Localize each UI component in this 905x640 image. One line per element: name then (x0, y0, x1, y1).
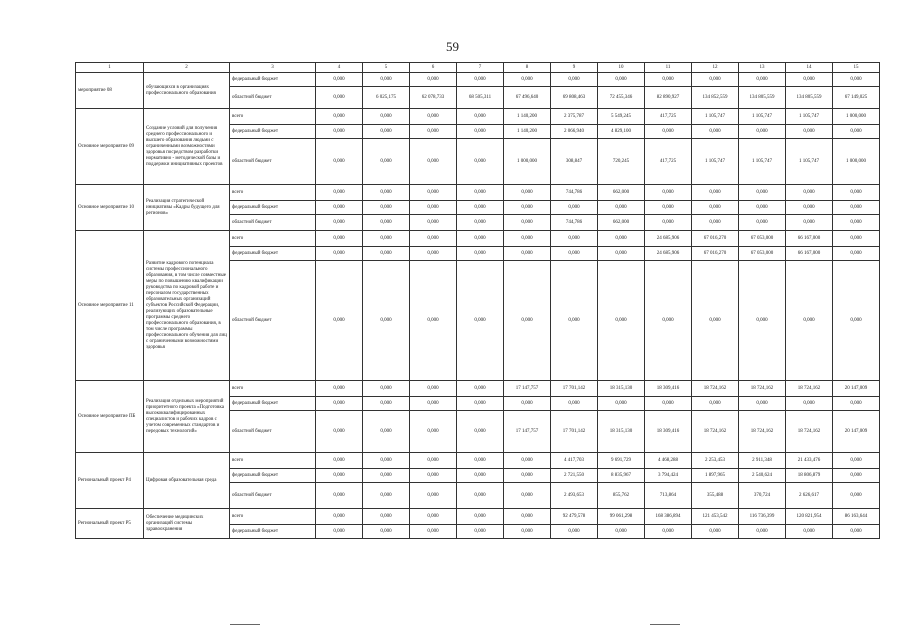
amount-cell: 0,000 (692, 215, 739, 231)
amount-cell: 2 493,653 (551, 483, 598, 509)
column-header: 12 (692, 63, 739, 73)
amount-cell: 2 721,550 (551, 469, 598, 483)
funding-source: всего (230, 185, 316, 201)
amount-cell: 308,847 (551, 139, 598, 185)
amount-cell: 0,000 (316, 397, 363, 411)
amount-cell: 0,000 (598, 231, 645, 247)
amount-cell: 18 315,130 (598, 411, 645, 453)
amount-cell: 0,000 (504, 215, 551, 231)
amount-cell: 0,000 (457, 73, 504, 87)
amount-cell: 1 105,747 (739, 109, 786, 125)
amount-cell: 0,000 (410, 509, 457, 525)
amount-cell: 1 140,200 (504, 109, 551, 125)
measure-name: Региональный проект Р5 (76, 509, 144, 539)
amount-cell: 2 375,787 (551, 109, 598, 125)
amount-cell: 92 479,578 (551, 509, 598, 525)
amount-cell: 0,000 (316, 139, 363, 185)
amount-cell: 4 468,288 (645, 453, 692, 469)
amount-cell: 0,000 (457, 483, 504, 509)
amount-cell: 1 105,747 (786, 109, 833, 125)
amount-cell: 1 140,200 (504, 125, 551, 139)
amount-cell: 0,000 (833, 201, 880, 215)
amount-cell: 0,000 (316, 247, 363, 261)
amount-cell: 0,000 (410, 397, 457, 411)
scan-mark (230, 624, 260, 625)
column-header: 3 (230, 63, 316, 73)
amount-cell: 0,000 (504, 261, 551, 381)
amount-cell: 0,000 (551, 231, 598, 247)
table-row (76, 185, 880, 201)
amount-cell: 0,000 (786, 525, 833, 539)
funding-source: областной бюджет (230, 483, 316, 509)
amount-cell: 0,000 (457, 397, 504, 411)
measure-description: обучающихся в организациях профессионального образования (144, 73, 230, 109)
amount-cell: 8 835,967 (598, 469, 645, 483)
amount-cell: 0,000 (457, 509, 504, 525)
funding-source: федеральный бюджет (230, 125, 316, 139)
amount-cell: 0,000 (316, 87, 363, 109)
table-row (76, 231, 880, 247)
amount-cell: 0,000 (551, 201, 598, 215)
amount-cell: 0,000 (410, 381, 457, 397)
amount-cell: 0,000 (363, 109, 410, 125)
measure-description: Обеспечение медицинских организаций системы здравоохранения (144, 509, 230, 539)
amount-cell: 0,000 (645, 261, 692, 381)
amount-cell: 0,000 (316, 125, 363, 139)
amount-cell: 0,000 (363, 215, 410, 231)
amount-cell: 0,000 (692, 525, 739, 539)
funding-source: областной бюджет (230, 261, 316, 381)
amount-cell: 2 540,624 (739, 469, 786, 483)
amount-cell: 744,786 (551, 215, 598, 231)
amount-cell: 0,000 (316, 525, 363, 539)
amount-cell: 4 829,100 (598, 125, 645, 139)
amount-cell: 0,000 (504, 185, 551, 201)
amount-cell: 0,000 (692, 201, 739, 215)
amount-cell: 0,000 (786, 215, 833, 231)
amount-cell: 18 806,879 (786, 469, 833, 483)
amount-cell: 417,725 (645, 109, 692, 125)
amount-cell: 713,864 (645, 483, 692, 509)
amount-cell: 0,000 (551, 247, 598, 261)
amount-cell: 0,000 (786, 185, 833, 201)
amount-cell: 0,000 (363, 483, 410, 509)
amount-cell: 0,000 (316, 483, 363, 509)
amount-cell: 0,000 (410, 261, 457, 381)
amount-cell: 0,000 (598, 247, 645, 261)
amount-cell: 2 626,617 (786, 483, 833, 509)
amount-cell: 0,000 (363, 125, 410, 139)
amount-cell: 0,000 (410, 109, 457, 125)
amount-cell: 0,000 (598, 261, 645, 381)
amount-cell: 0,000 (598, 525, 645, 539)
amount-cell: 18 724,162 (786, 411, 833, 453)
amount-cell: 0,000 (833, 247, 880, 261)
amount-cell: 0,000 (363, 139, 410, 185)
amount-cell: 0,000 (786, 125, 833, 139)
amount-cell: 0,000 (410, 139, 457, 185)
amount-cell: 0,000 (692, 73, 739, 87)
column-header: 2 (144, 63, 230, 73)
amount-cell: 0,000 (363, 397, 410, 411)
amount-cell: 0,000 (645, 201, 692, 215)
amount-cell: 0,000 (645, 73, 692, 87)
amount-cell: 0,000 (410, 201, 457, 215)
amount-cell: 0,000 (457, 381, 504, 397)
amount-cell: 66 167,000 (786, 247, 833, 261)
amount-cell: 66 167,000 (786, 231, 833, 247)
amount-cell: 0,000 (739, 185, 786, 201)
amount-cell: 0,000 (457, 525, 504, 539)
amount-cell: 1 000,000 (504, 139, 551, 185)
amount-cell: 67 149,025 (833, 87, 880, 109)
amount-cell: 0,000 (833, 125, 880, 139)
amount-cell: 0,000 (410, 483, 457, 509)
amount-cell: 99 061,298 (598, 509, 645, 525)
amount-cell: 18 309,416 (645, 411, 692, 453)
amount-cell: 17 147,757 (504, 381, 551, 397)
funding-source: областной бюджет (230, 87, 316, 109)
table-row (76, 509, 880, 525)
measure-name: Основное мероприятие 09 (76, 109, 144, 185)
amount-cell: 355,488 (692, 483, 739, 509)
amount-cell: 0,000 (645, 215, 692, 231)
amount-cell: 0,000 (551, 73, 598, 87)
amount-cell: 0,000 (457, 469, 504, 483)
amount-cell: 67 016,270 (692, 247, 739, 261)
amount-cell: 20 147,009 (833, 381, 880, 397)
amount-cell: 18 315,130 (598, 381, 645, 397)
amount-cell: 0,000 (739, 201, 786, 215)
amount-cell: 0,000 (410, 73, 457, 87)
column-header: 11 (645, 63, 692, 73)
amount-cell: 134 805,559 (739, 87, 786, 109)
amount-cell: 0,000 (363, 201, 410, 215)
amount-cell: 1 000,000 (833, 109, 880, 125)
amount-cell: 0,000 (645, 185, 692, 201)
amount-cell: 0,000 (645, 525, 692, 539)
amount-cell: 0,000 (457, 201, 504, 215)
amount-cell: 67 053,000 (739, 247, 786, 261)
measure-description: Реализация стратегической инициативы «Кадры будущего для регионов» (144, 185, 230, 231)
amount-cell: 17 701,142 (551, 411, 598, 453)
funding-source: всего (230, 453, 316, 469)
amount-cell: 0,000 (504, 483, 551, 509)
amount-cell: 0,000 (410, 215, 457, 231)
measure-name: Основное мероприятие ПБ (76, 381, 144, 453)
amount-cell: 0,000 (316, 381, 363, 397)
amount-cell: 0,000 (786, 397, 833, 411)
amount-cell: 0,000 (833, 397, 880, 411)
amount-cell: 0,000 (316, 201, 363, 215)
amount-cell: 0,000 (410, 525, 457, 539)
amount-cell: 2 911,348 (739, 453, 786, 469)
amount-cell: 168 386,894 (645, 509, 692, 525)
funding-source: всего (230, 509, 316, 525)
amount-cell: 1 105,747 (692, 109, 739, 125)
amount-cell: 2 253,453 (692, 453, 739, 469)
amount-cell: 0,000 (551, 261, 598, 381)
amount-cell: 0,000 (786, 73, 833, 87)
amount-cell: 0,000 (598, 201, 645, 215)
amount-cell: 0,000 (786, 201, 833, 215)
funding-source: федеральный бюджет (230, 247, 316, 261)
funding-source: федеральный бюджет (230, 397, 316, 411)
column-header: 8 (504, 63, 551, 73)
amount-cell: 0,000 (363, 247, 410, 261)
amount-cell: 0,000 (410, 247, 457, 261)
measure-name: Основное мероприятие 10 (76, 185, 144, 231)
amount-cell: 21 433,476 (786, 453, 833, 469)
amount-cell: 134 852,559 (692, 87, 739, 109)
measure-name: Региональный проект Р4 (76, 453, 144, 509)
amount-cell: 0,000 (833, 525, 880, 539)
amount-cell: 0,000 (692, 261, 739, 381)
amount-cell: 0,000 (316, 185, 363, 201)
amount-cell: 17 147,757 (504, 411, 551, 453)
amount-cell: 662,000 (598, 215, 645, 231)
amount-cell: 0,000 (786, 261, 833, 381)
measure-description: Цифровая образовательная среда (144, 453, 230, 509)
amount-cell: 0,000 (739, 261, 786, 381)
funding-source: всего (230, 231, 316, 247)
amount-cell: 68 505,311 (457, 87, 504, 109)
amount-cell: 0,000 (551, 525, 598, 539)
measure-name: Основное мероприятие 11 (76, 231, 144, 381)
amount-cell: 0,000 (739, 73, 786, 87)
page-number: 59 (446, 39, 459, 54)
amount-cell: 0,000 (457, 247, 504, 261)
amount-cell: 72 455,346 (598, 87, 645, 109)
amount-cell: 0,000 (833, 469, 880, 483)
column-header: 7 (457, 63, 504, 73)
amount-cell: 0,000 (363, 509, 410, 525)
amount-cell: 0,000 (316, 109, 363, 125)
amount-cell: 0,000 (645, 125, 692, 139)
amount-cell: 0,000 (504, 509, 551, 525)
amount-cell: 0,000 (504, 231, 551, 247)
amount-cell: 0,000 (316, 215, 363, 231)
column-header: 15 (833, 63, 880, 73)
column-header: 10 (598, 63, 645, 73)
amount-cell: 6 025,175 (363, 87, 410, 109)
amount-cell: 0,000 (363, 453, 410, 469)
amount-cell: 0,000 (457, 109, 504, 125)
amount-cell: 0,000 (363, 261, 410, 381)
scan-mark (650, 624, 680, 625)
amount-cell: 82 890,927 (645, 87, 692, 109)
column-header: 1 (76, 63, 144, 73)
amount-cell: 720,245 (598, 139, 645, 185)
table-row (76, 73, 880, 87)
amount-cell: 0,000 (457, 185, 504, 201)
amount-cell: 0,000 (457, 231, 504, 247)
amount-cell: 67 496,640 (504, 87, 551, 109)
column-header: 6 (410, 63, 457, 73)
amount-cell: 0,000 (833, 261, 880, 381)
amount-cell: 24 685,906 (645, 247, 692, 261)
amount-cell: 0,000 (457, 453, 504, 469)
amount-cell: 0,000 (316, 469, 363, 483)
funding-source: всего (230, 381, 316, 397)
table-row (76, 453, 880, 469)
amount-cell: 0,000 (551, 397, 598, 411)
amount-cell: 0,000 (363, 525, 410, 539)
amount-cell: 1 105,747 (786, 139, 833, 185)
amount-cell: 0,000 (457, 139, 504, 185)
amount-cell: 0,000 (504, 247, 551, 261)
amount-cell: 0,000 (363, 231, 410, 247)
amount-cell: 0,000 (833, 215, 880, 231)
column-header: 4 (316, 63, 363, 73)
amount-cell: 116 736,399 (739, 509, 786, 525)
amount-cell: 2 066,940 (551, 125, 598, 139)
funding-source: областной бюджет (230, 411, 316, 453)
amount-cell: 0,000 (833, 73, 880, 87)
amount-cell: 0,000 (504, 453, 551, 469)
amount-cell: 18 724,162 (739, 381, 786, 397)
amount-cell: 662,000 (598, 185, 645, 201)
measure-name: мероприятие 08 (76, 73, 144, 109)
amount-cell: 18 724,162 (739, 411, 786, 453)
funding-source: областной бюджет (230, 215, 316, 231)
amount-cell: 24 685,906 (645, 231, 692, 247)
amount-cell: 3 794,424 (645, 469, 692, 483)
amount-cell: 0,000 (598, 73, 645, 87)
amount-cell: 0,000 (833, 185, 880, 201)
amount-cell: 18 724,162 (786, 381, 833, 397)
funding-source: федеральный бюджет (230, 73, 316, 87)
amount-cell: 1 000,000 (833, 139, 880, 185)
amount-cell: 0,000 (410, 453, 457, 469)
amount-cell: 0,000 (363, 73, 410, 87)
amount-cell: 134 805,559 (786, 87, 833, 109)
amount-cell: 86 163,644 (833, 509, 880, 525)
funding-source: федеральный бюджет (230, 469, 316, 483)
amount-cell: 18 724,162 (692, 411, 739, 453)
amount-cell: 0,000 (833, 453, 880, 469)
amount-cell: 121 453,542 (692, 509, 739, 525)
amount-cell: 18 309,416 (645, 381, 692, 397)
table-row (76, 109, 880, 125)
funding-source: всего (230, 109, 316, 125)
amount-cell: 0,000 (504, 525, 551, 539)
amount-cell: 4 417,703 (551, 453, 598, 469)
amount-cell: 0,000 (692, 125, 739, 139)
amount-cell: 62 078,733 (410, 87, 457, 109)
funding-source: федеральный бюджет (230, 525, 316, 539)
amount-cell: 17 701,142 (551, 381, 598, 397)
amount-cell: 5 549,245 (598, 109, 645, 125)
amount-cell: 0,000 (598, 397, 645, 411)
amount-cell: 0,000 (739, 525, 786, 539)
amount-cell: 0,000 (363, 381, 410, 397)
measure-description: Реализация отдельных мероприятий приоритетного проекта «Подготовка высококвалифицированных специалистов и рабочих кадров с учетом современных стандартов и передовых технологий» (144, 381, 230, 453)
amount-cell: 67 053,000 (739, 231, 786, 247)
amount-cell: 18 724,162 (692, 381, 739, 397)
amount-cell: 0,000 (410, 469, 457, 483)
amount-cell: 0,000 (504, 201, 551, 215)
amount-cell: 0,000 (504, 469, 551, 483)
amount-cell: 67 016,270 (692, 231, 739, 247)
amount-cell: 0,000 (739, 125, 786, 139)
amount-cell: 1 105,747 (739, 139, 786, 185)
column-header: 9 (551, 63, 598, 73)
amount-cell: 1 105,747 (692, 139, 739, 185)
column-header: 14 (786, 63, 833, 73)
amount-cell: 0,000 (504, 73, 551, 87)
amount-cell: 0,000 (316, 73, 363, 87)
amount-cell: 0,000 (692, 397, 739, 411)
amount-cell: 0,000 (363, 411, 410, 453)
funding-source: областной бюджет (230, 139, 316, 185)
amount-cell: 0,000 (739, 397, 786, 411)
amount-cell: 0,000 (410, 411, 457, 453)
amount-cell: 855,762 (598, 483, 645, 509)
amount-cell: 0,000 (410, 231, 457, 247)
amount-cell: 0,000 (833, 231, 880, 247)
amount-cell: 0,000 (316, 453, 363, 469)
amount-cell: 0,000 (692, 185, 739, 201)
amount-cell: 0,000 (316, 411, 363, 453)
amount-cell: 744,786 (551, 185, 598, 201)
column-header: 5 (363, 63, 410, 73)
amount-cell: 0,000 (410, 125, 457, 139)
amount-cell: 0,000 (457, 261, 504, 381)
amount-cell: 0,000 (457, 411, 504, 453)
table-row (76, 381, 880, 397)
column-header: 13 (739, 63, 786, 73)
amount-cell: 0,000 (316, 231, 363, 247)
amount-cell: 370,724 (739, 483, 786, 509)
amount-cell: 0,000 (410, 185, 457, 201)
amount-cell: 0,000 (457, 125, 504, 139)
measure-description: Развитие кадрового потенциала системы профессионального образования, в том числе совместные меры по повышению квалификации руководства по кадровой работе и персоналом государственных образовательных организаций субъектов Российской Федерации, реализующих образовательные программы среднего профессионального образования, в том числе программы профессионального обучения для лиц с ограниченными возможностями здоровья (144, 231, 230, 381)
amount-cell: 0,000 (363, 185, 410, 201)
amount-cell: 0,000 (504, 397, 551, 411)
amount-cell: 0,000 (833, 483, 880, 509)
amount-cell: 9 691,729 (598, 453, 645, 469)
funding-source: федеральный бюджет (230, 201, 316, 215)
budget-table (75, 62, 880, 539)
amount-cell: 417,725 (645, 139, 692, 185)
amount-cell: 69 808,463 (551, 87, 598, 109)
amount-cell: 120 821,954 (786, 509, 833, 525)
measure-description: Создание условий для получения среднего профессионального и высшего образования людьми с ограниченными возможностями здоровья посредством разработки нормативно - методической базы и поддержки инициативных проектов (144, 109, 230, 185)
amount-cell: 0,000 (739, 215, 786, 231)
amount-cell: 0,000 (316, 509, 363, 525)
header-row (76, 63, 880, 73)
amount-cell: 20 147,009 (833, 411, 880, 453)
amount-cell: 0,000 (363, 469, 410, 483)
amount-cell: 0,000 (457, 215, 504, 231)
amount-cell: 0,000 (645, 397, 692, 411)
amount-cell: 1 897,965 (692, 469, 739, 483)
amount-cell: 0,000 (316, 261, 363, 381)
